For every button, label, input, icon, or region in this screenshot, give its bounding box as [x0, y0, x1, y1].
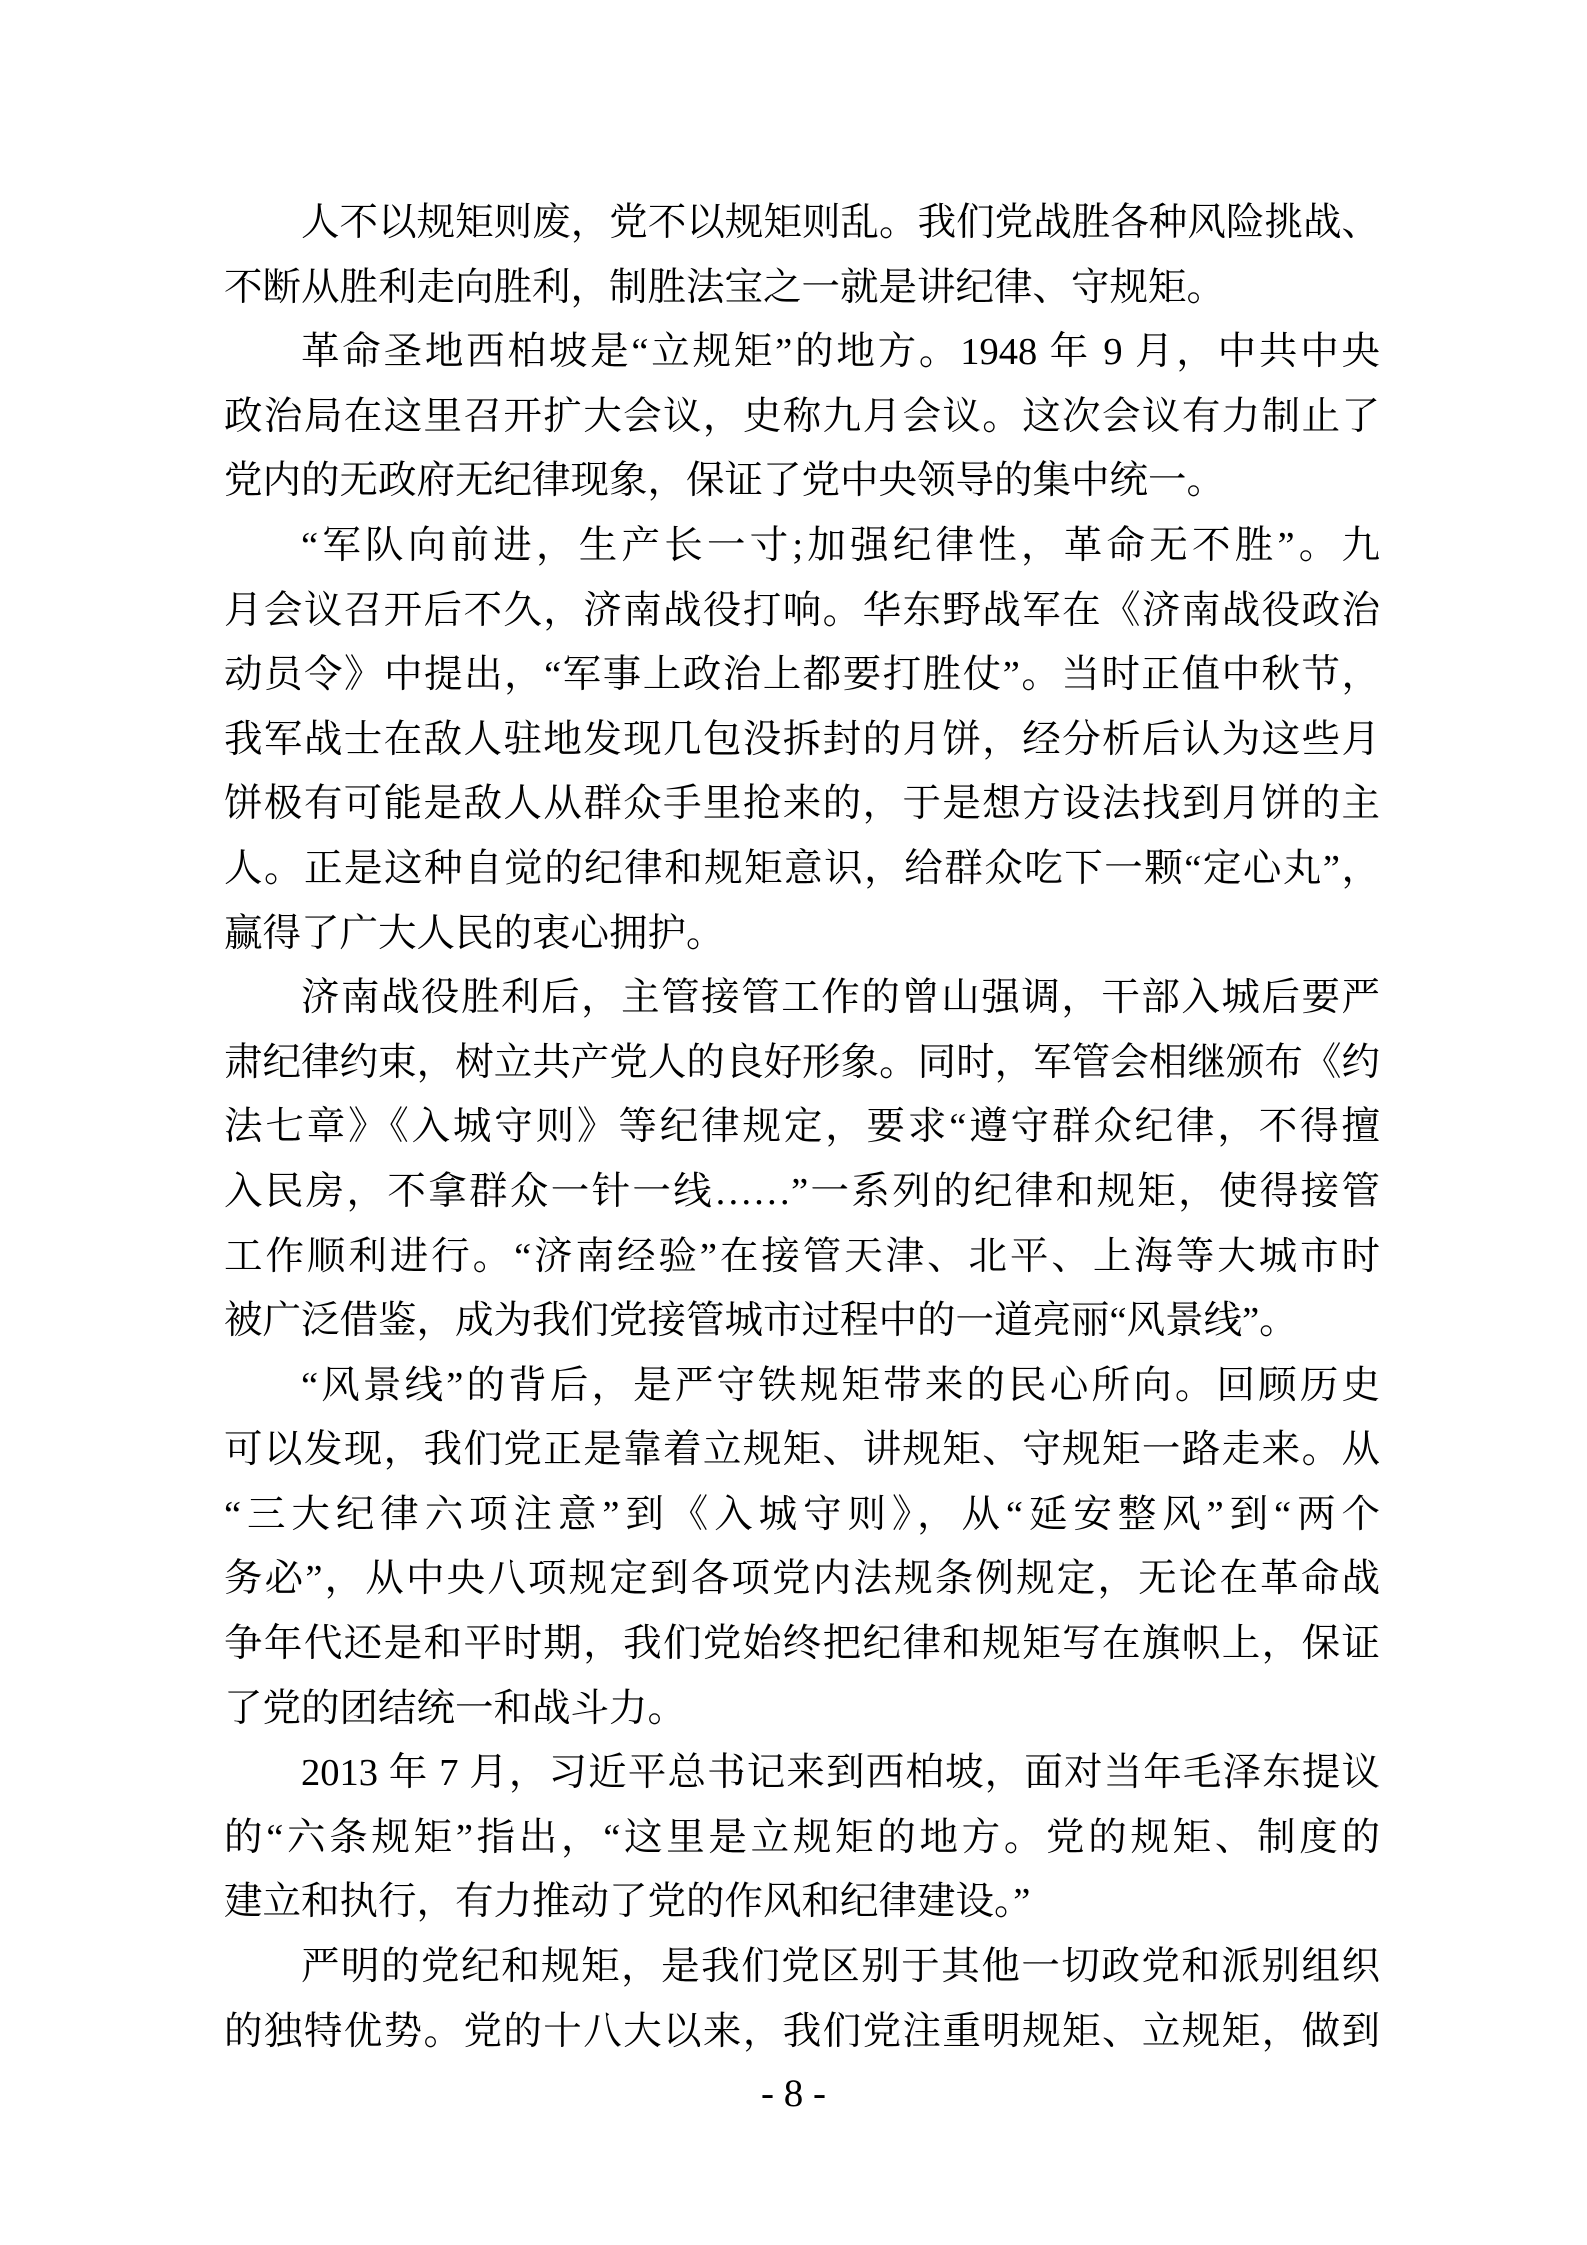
paragraph [224, 191, 1380, 320]
text-line: 建立和执行，有力推动了党的作风和纪律建设。” [224, 1881, 1031, 1924]
text-line: 人不以规矩则废，党不以规矩则乱。我们党战胜各种风险挑战、 [301, 202, 1380, 244]
text-line: 动员令》中提出，“军事上政治上都要打胜仗”。当时正值中秋节， [224, 654, 1380, 697]
text-line: 政治局在这里召开扩大会议，史称九月会议。这次会议有力制止了 [224, 395, 1380, 438]
text-line: 2013 年 7 月，习近平总书记来到西柏坡，面对当年毛泽东提议 [301, 1752, 1380, 1795]
text-line: 工作顺利进行。“济南经验”在接管天津、北平、上海等大城市时 [224, 1235, 1380, 1278]
text-line: 争年代还是和平时期，我们党始终把纪律和规矩写在旗帜上，保证 [224, 1623, 1380, 1666]
document-body [224, 191, 1380, 2064]
text-line: 务必”，从中央八项规定到各项党内法规条例规定，无论在革命战 [224, 1558, 1380, 1601]
text-line: 赢得了广大人民的衷心拥护。 [224, 912, 725, 955]
text-line: 肃纪律约束，树立共产党人的良好形象。同时，军管会相继颁布《约 [224, 1041, 1380, 1084]
paragraph [224, 514, 1380, 966]
text-line: “风景线”的背后，是严守铁规矩带来的民心所向。回顾历史 [301, 1364, 1380, 1407]
text-line: “三大纪律六项注意”到《入城守则》，从“延安整风”到“两个 [224, 1493, 1380, 1536]
text-line: 严明的党纪和规矩，是我们党区别于其他一切政党和派别组织 [301, 1946, 1380, 1989]
text-line: 党内的无政府无纪律现象，保证了党中央领导的集中统一。 [224, 460, 1226, 503]
text-line: 的独特优势。党的十八大以来，我们党注重明规矩、立规矩，做到 [224, 2010, 1380, 2053]
text-line: 入民房，不拿群众一针一线……”一系列的纪律和规矩，使得接管 [224, 1170, 1380, 1213]
paragraph [224, 320, 1380, 514]
text-line: 被广泛借鉴，成为我们党接管城市过程中的一道亮丽“风景线”。 [224, 1300, 1298, 1343]
text-line: 法七章》《入城守则》等纪律规定，要求“遵守群众纪律，不得擅 [224, 1106, 1380, 1149]
text-line: 了党的团结统一和战斗力。 [224, 1687, 687, 1730]
text-line: 革命圣地西柏坡是“立规矩”的地方。1948 年 9 月，中共中央 [301, 331, 1380, 374]
text-line: 人。正是这种自觉的纪律和规矩意识，给群众吃下一颗“定心丸”， [224, 847, 1380, 890]
paragraph [224, 1741, 1380, 1935]
page-number: - 8 - [761, 2072, 826, 2115]
text-line: 饼极有可能是敌人从群众手里抢来的，于是想方设法找到月饼的主 [224, 783, 1380, 826]
text-line: 的“六条规矩”指出，“这里是立规矩的地方。党的规矩、制度的 [224, 1816, 1380, 1859]
text-line: 我军战士在敌人驻地发现几包没拆封的月饼，经分析后认为这些月 [224, 718, 1380, 761]
text-line: 可以发现，我们党正是靠着立规矩、讲规矩、守规矩一路走来。从 [224, 1429, 1380, 1472]
text-line: “军队向前进，生产长一寸;加强纪律性，革命无不胜”。九 [301, 524, 1380, 567]
paragraph [224, 1354, 1380, 1742]
paragraph [224, 1935, 1380, 2064]
text-line: 月会议召开后不久，济南战役打响。华东野战军在《济南战役政治 [224, 589, 1380, 632]
text-line: 不断从胜利走向胜利，制胜法宝之一就是讲纪律、守规矩。 [224, 266, 1226, 309]
text-line: 济南战役胜利后，主管接管工作的曾山强调，干部入城后要严 [301, 977, 1380, 1020]
paragraph [224, 966, 1380, 1354]
